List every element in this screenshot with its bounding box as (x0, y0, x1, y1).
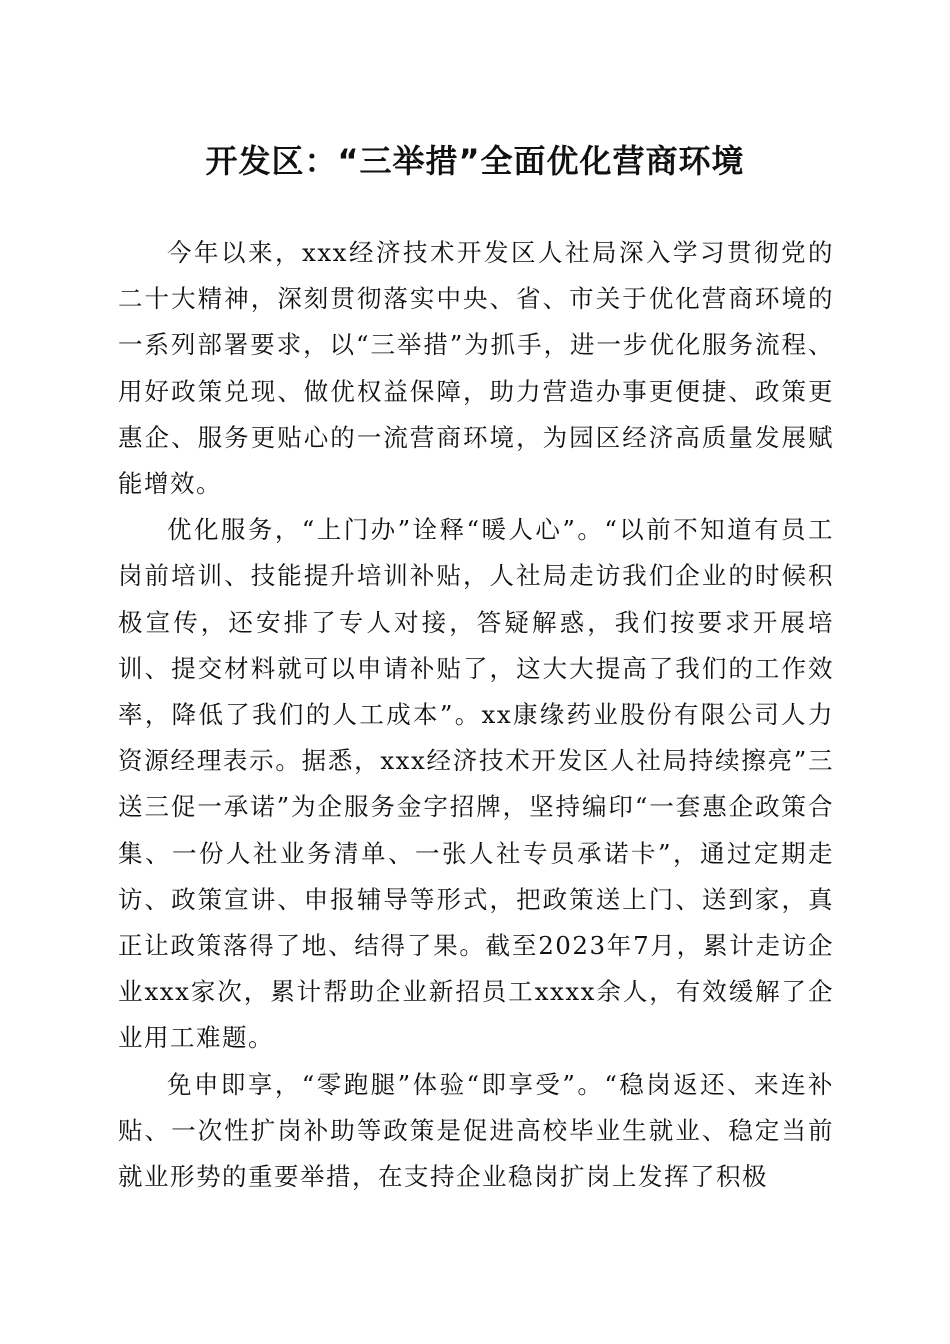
document-body (118, 230, 834, 1200)
document-title: 开发区：“三举措”全面优化营商环境 (205, 142, 745, 180)
paragraph-exempt-application: 免申即享，“零跑腿”体验“即享受”。“稳岗返还、来连补贴、一次性扩岗补助等政策是促进高校毕业生就业、稳定当前就业形势的重要举措，在支持企业稳岗扩岗上发挥了积极 (118, 1069, 834, 1192)
paragraph-intro: 今年以来，xxx经济技术开发区人社局深入学习贯彻党的二十大精神，深刻贯彻落实中央、省、市关于优化营商环境的一系列部署要求，以“三举措”为抓手，进一步优化服务流程、用好政策兑现、做优权益保障，助力营造办事更便捷、政策更惠企、服务更贴心的一流营商环境，为园区经济高质量发展赋能增效。 (118, 238, 834, 499)
paragraph-optimize-service: 优化服务，“上门办”诠释“暖人心”。“以前不知道有员工岗前培训、技能提升培训补贴，人社局走访我们企业的时候积极宣传，还安排了专人对接，答疑解惑，我们按要求开展培训、提交材料就可以申请补贴了，这大大提高了我们的工作效率，降低了我们的人工成本”。xx康缘药业股份有限公司人力资源经理表示。据悉，xxx经济技术开发区人社局持续擦亮”三送三促一承诺”为企服务金字招牌，坚持编印“一套惠企政策合集、一份人社业务清单、一张人社专员承诺卡”，通过定期走访、政策宣讲、申报辅导等形式，把政策送上门、送到家，真正让政策落得了地、结得了果。截至2023年7月，累计走访企业xxx家次，累计帮助企业新招员工xxxx余人，有效缓解了企业用工难题。 (118, 515, 834, 1053)
